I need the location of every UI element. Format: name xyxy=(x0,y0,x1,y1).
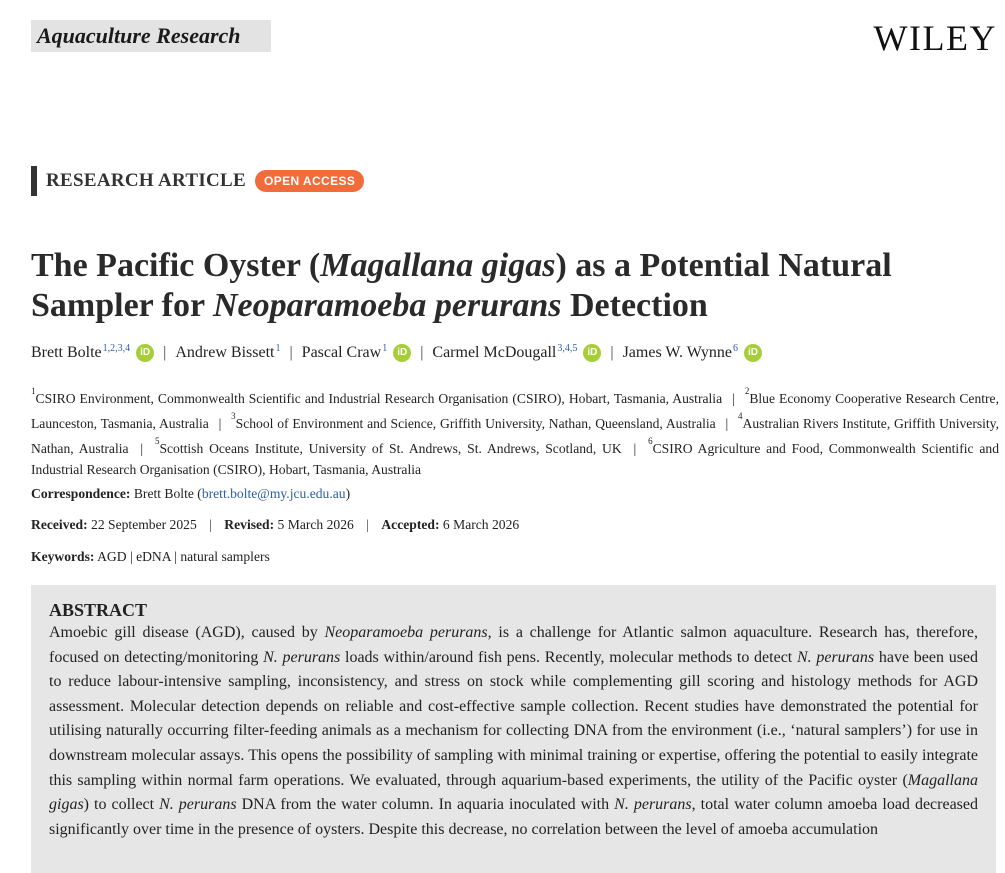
abstract-heading: ABSTRACT xyxy=(49,600,148,620)
open-access-badge: OPEN ACCESS xyxy=(255,170,364,192)
author-separator: | xyxy=(163,344,167,361)
affiliation-number: 2 xyxy=(744,386,750,396)
abstract-text xyxy=(49,621,978,842)
title-species: Magallana gigas xyxy=(320,247,556,284)
affiliation-text: Scottish Oceans Institute, University of St. Andrews, St. Andrews, Scotland, UK xyxy=(159,440,622,456)
affiliation-number: 4 xyxy=(738,411,743,422)
article-type-row xyxy=(31,166,364,196)
abstract-segment: Amoebic gill disease (AGD), caused by xyxy=(49,624,325,641)
orcid-icon[interactable]: iD xyxy=(583,344,601,362)
affiliation-text: Australian Rivers Institute, Griffith University, Nathan, Australia xyxy=(31,415,999,456)
author-name[interactable]: Andrew Bissett xyxy=(175,344,275,361)
article-dates xyxy=(31,517,519,533)
accepted-label: Accepted: xyxy=(381,517,440,532)
orcid-icon[interactable]: iD xyxy=(744,344,762,362)
affiliation-number: 3 xyxy=(231,411,236,422)
author[interactable] xyxy=(623,340,762,366)
author-separator: | xyxy=(289,344,293,361)
orcid-icon[interactable]: iD xyxy=(393,344,411,362)
keyword-separator: | xyxy=(126,549,137,564)
author[interactable] xyxy=(175,340,280,366)
article-title xyxy=(31,246,991,326)
affiliation-separator: | xyxy=(218,415,222,431)
author-name[interactable]: James W. Wynne xyxy=(622,344,732,361)
title-text: ) as a Potential Natural Sampler for xyxy=(31,247,892,324)
abstract-segment: ) to collect xyxy=(83,796,160,814)
keywords xyxy=(31,549,270,565)
affiliation-number: 5 xyxy=(154,436,160,447)
correspondence-name: Brett Bolte xyxy=(133,486,194,501)
author-list xyxy=(31,340,991,366)
abstract-segment: loads within/around fish pens. Recently, molecular methods to detect xyxy=(340,648,797,666)
affiliation-text: Blue Economy Cooperative Research Centre, Launceston, Tasmania, Australia xyxy=(31,390,999,431)
accepted-date: 6 March 2026 xyxy=(442,517,520,532)
keywords-label: Keywords: xyxy=(31,549,95,564)
abstract-segment: , total water column amoeba load decreased significantly over time in the presence of oysters. Despite this decrease, no correlation between the level of amoeba accumulation xyxy=(49,796,979,838)
keyword-separator: | xyxy=(170,549,181,564)
abstract-segment: , is a challenge for Atlantic salmon aquaculture. Research has, therefore, focused on detecting/monitoring xyxy=(49,624,979,666)
separator: | xyxy=(366,517,369,532)
affiliation-text: School of Environment and Science, Griffith University, Nathan, Queensland, Australia xyxy=(235,415,716,431)
author-name[interactable]: Brett Bolte xyxy=(31,344,102,361)
correspondence: Correspondence: Brett Bolte (brett.bolte@my.jcu.edu.au) xyxy=(31,486,351,501)
title-text: Detection xyxy=(561,287,708,324)
title-species: Neoparamoeba perurans xyxy=(212,287,562,324)
abstract-species-name: N. perurans xyxy=(159,796,237,814)
author-separator: | xyxy=(420,344,424,361)
correspondence-email-link[interactable]: brett.bolte@my.jcu.edu.au xyxy=(201,486,346,501)
abstract-species-name: N. perurans xyxy=(796,648,875,666)
title-text: The Pacific Oyster ( xyxy=(31,247,321,284)
author-name[interactable]: Carmel McDougall xyxy=(432,344,557,361)
correspondence-label: Correspondence: xyxy=(31,486,131,501)
author[interactable] xyxy=(31,340,154,366)
publisher-logo[interactable]: WILEY xyxy=(873,18,997,58)
abstract-species-name: Neoparamoeba perurans xyxy=(324,624,488,641)
affiliation-text: CSIRO Environment, Commonwealth Scientific and Industrial Research Organisation (CSIRO), Hobart, Tasmania, Australia xyxy=(35,390,723,406)
affiliation-number: 1 xyxy=(31,386,36,396)
received-date: 22 September 2025 xyxy=(91,517,197,532)
author-name[interactable]: Pascal Craw xyxy=(301,344,382,361)
separator: | xyxy=(209,517,212,532)
keyword[interactable]: AGD xyxy=(97,549,127,564)
affiliations xyxy=(31,384,999,481)
orcid-icon[interactable]: iD xyxy=(136,344,154,362)
abstract-segment: DNA from the water column. In aquaria inoculated with xyxy=(236,796,615,814)
article-type-label: RESEARCH ARTICLE xyxy=(46,170,246,191)
affiliation-separator: | xyxy=(725,415,729,431)
keyword[interactable]: eDNA xyxy=(136,549,171,564)
abstract-species-name: Magallana gigas xyxy=(49,771,978,814)
revised-date: 5 March 2026 xyxy=(277,517,354,532)
author-separator: | xyxy=(610,344,614,361)
abstract-species-name: N. perurans xyxy=(263,648,341,666)
affiliation-separator: | xyxy=(732,390,735,406)
author[interactable] xyxy=(302,340,412,366)
author-affiliation-ref[interactable]: 1 xyxy=(275,343,281,354)
affiliation-text: CSIRO Agriculture and Food, Commonwealth Scientific and Industrial Research Organisation (CSIRO), Hobart, Tasmania, Australia xyxy=(31,440,999,478)
affiliation-separator: | xyxy=(633,440,637,456)
abstract-box xyxy=(31,585,996,873)
revised-label: Revised: xyxy=(224,517,275,532)
received-label: Received: xyxy=(31,517,88,532)
abstract-species-name: N. perurans xyxy=(614,796,692,814)
affiliation-item xyxy=(154,436,622,456)
affiliation-item xyxy=(31,386,723,406)
abstract-segment: have been used to reduce labour-intensive sampling, inconsistency, and stress on stock while complementing gill scoring and histology methods for AGD assessment. Molecular detection depends on reliable and cost-effective sample collection. Recent studies have demonstrated the potential for utilising naturally occurring filter-feeding animals as a mechanism for collecting DNA from the environment (i.e., ‘natural samplers’) for use in downstream molecular assays. This opens the possibility of sampling with minimal training or expertise, offering the potential to easily integrate this sampling within normal farm operations. We evaluated, through aquarium-based experiments, the utility of the Pacific oyster ( xyxy=(49,648,979,789)
affiliation-item xyxy=(231,411,716,431)
journal-name[interactable]: Aquaculture Research xyxy=(31,20,271,52)
affiliation-number: 6 xyxy=(648,436,653,447)
author[interactable] xyxy=(432,340,601,366)
keyword[interactable]: natural samplers xyxy=(180,549,270,564)
article-type-bar xyxy=(31,166,37,196)
author-affiliation-ref[interactable]: 3,4,5 xyxy=(557,343,578,354)
author-affiliation-ref[interactable]: 6 xyxy=(732,343,738,354)
affiliation-separator: | xyxy=(140,440,144,456)
author-affiliation-ref[interactable]: 1,2,3,4 xyxy=(102,343,131,354)
author-affiliation-ref[interactable]: 1 xyxy=(382,343,388,354)
